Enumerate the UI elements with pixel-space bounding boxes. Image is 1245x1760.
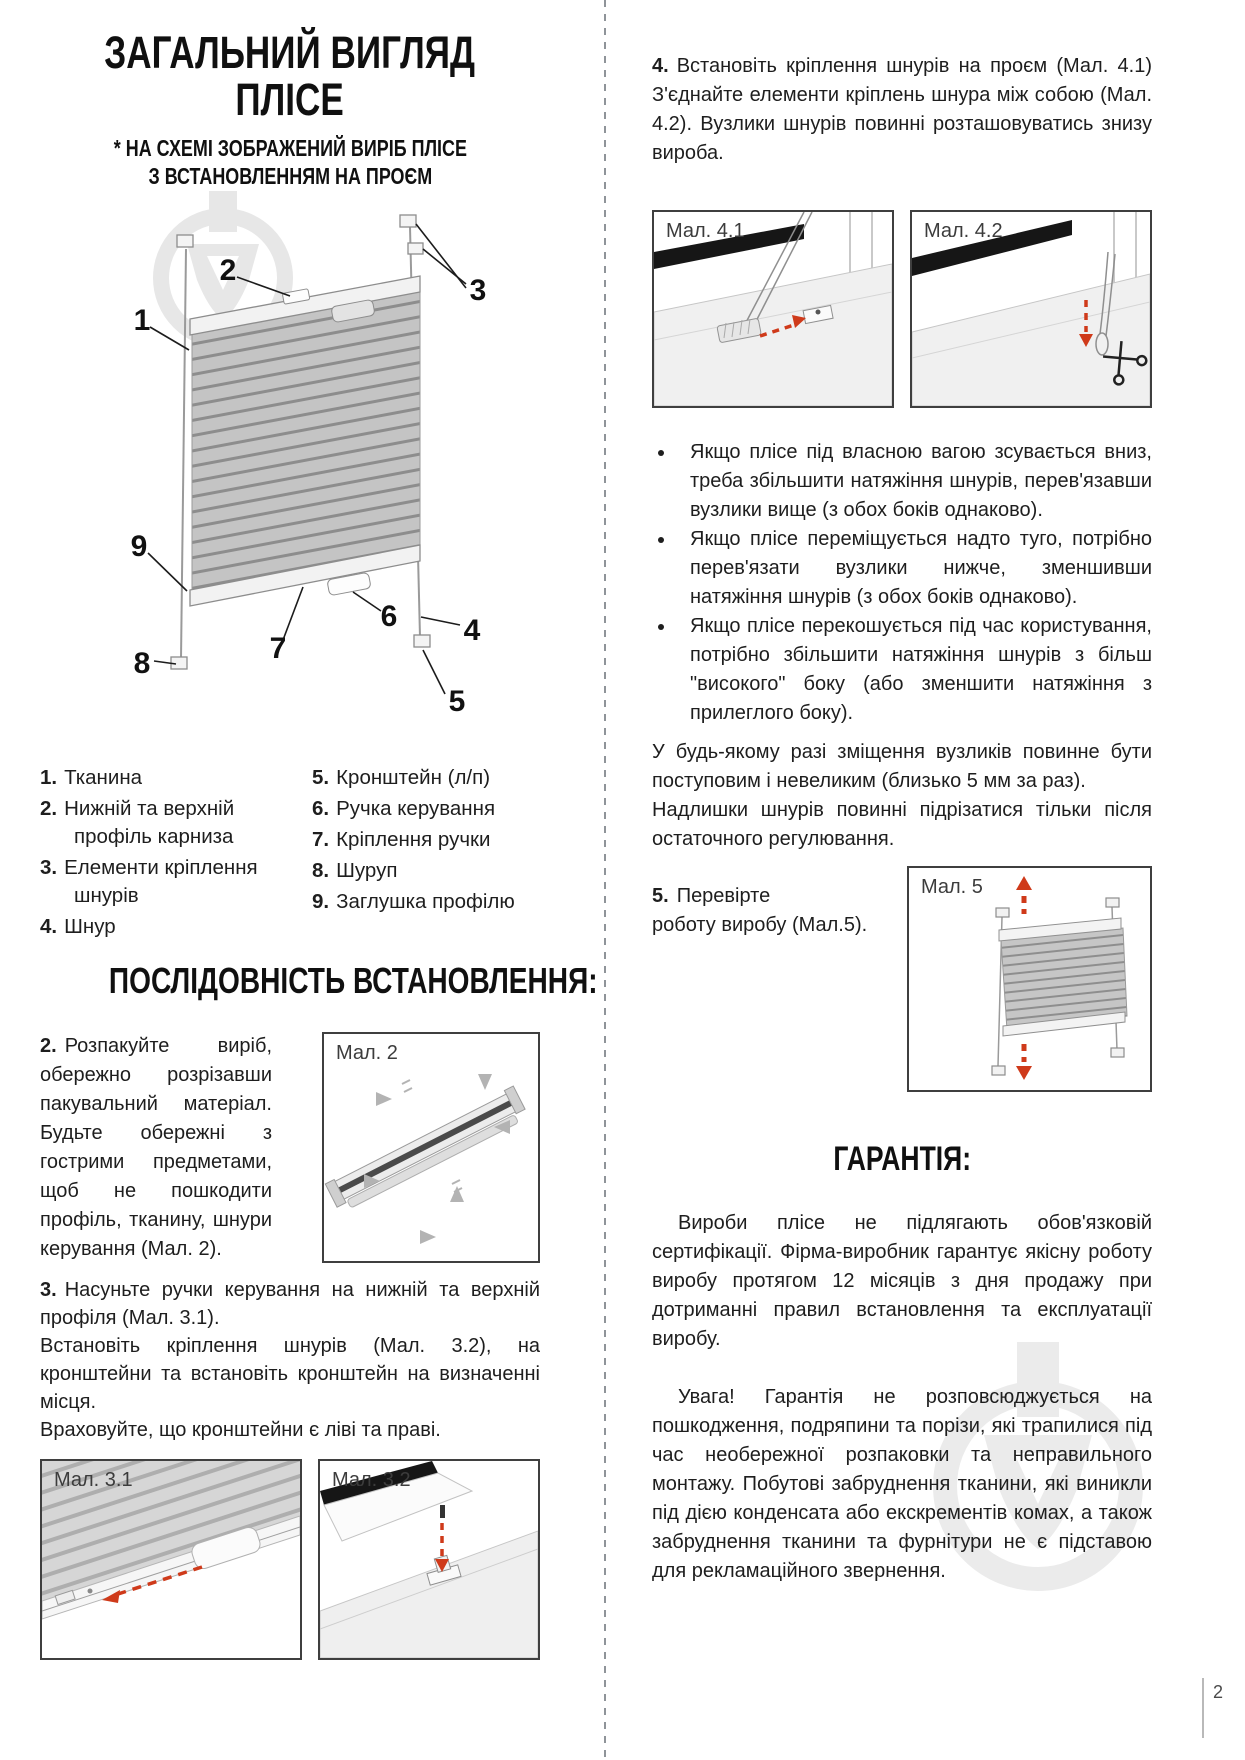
step4-number: 4.: [652, 55, 669, 77]
legend-item-text: Елементи кріплення шнурів: [64, 855, 258, 907]
legend-item-number: 8.: [312, 858, 330, 882]
step5-paragraph: 5. Перевірте роботу виробу (Мал.5).: [652, 885, 868, 936]
warranty-paragraph-2: Увага! Гарантія не розповсюджується на пошкодження, подряпини та порізи, які трапилися під час необережної розпаковки та неправильного монтажу. Побутові забруднення тканини, які виникли під дією конденсата або екскрементів комах, а також забруднення тканини та фурнітури не є підставою для рекламаційного звернення.: [652, 1386, 1152, 1582]
step3-paragraph-2: Встановіть кріплення шнурів (Мал. 3.2), на кронштейни та встановіть кронштейн на визначенні місця.: [40, 1334, 540, 1413]
page-number-value: 2: [1213, 1682, 1224, 1702]
figure-4-1: [652, 210, 894, 408]
blind-overview-diagram: [40, 191, 540, 756]
legend-item: [312, 795, 515, 823]
page-subtitle-line2: З ВСТАНОВЛЕННЯМ НА ПРОЄМ: [148, 163, 432, 190]
legend-item-number: 6.: [312, 796, 330, 820]
legend-item-text: Шнур: [64, 914, 116, 938]
legend-item: [312, 764, 515, 792]
step2-number: 2.: [40, 1034, 57, 1057]
legend-column-2: [312, 764, 515, 944]
warranty-section-title: ГАРАНТІЯ:: [833, 1140, 971, 1178]
legend-item: [312, 826, 515, 854]
screw: [440, 1505, 445, 1518]
page-subtitle: [40, 134, 540, 191]
legend-item-text: Кронштейн (л/п): [336, 765, 491, 789]
legend-item-text: Шуруп: [336, 858, 398, 882]
diagram-label-2: 2: [219, 253, 237, 287]
legend-column-1: [40, 764, 312, 944]
legend-item: [40, 764, 312, 792]
column-divider: [604, 0, 606, 1760]
step3-paragraph-1: 3. Насуньте ручки керування на нижній та верхній профіля (Мал. 3.1).: [40, 1278, 540, 1329]
step2-row: [40, 1032, 540, 1264]
figure-5-label: Мал. 5: [921, 876, 983, 898]
legend-item-number: 4.: [40, 914, 58, 938]
diagram-label-4: 4: [463, 613, 481, 647]
diagram-label-8: 8: [133, 646, 151, 680]
bullet-item: • Якщо плісе під власною вагою зсувається вниз, треба збільшити натяжіння шнурів, перев'язавши вузлики вище (з обох боків однаково).: [676, 438, 1152, 525]
figure-3-1-label: Мал. 3.1: [54, 1468, 133, 1491]
legend-item-text: Ручка керування: [336, 796, 496, 820]
diagram-label-6: 6: [380, 599, 398, 633]
bullet-item: • Якщо плісе перекошується під час користування, потрібно збільшити натяжіння шнурів з більш "високого" боку (або зменшити натяжіння з прилеглого боку).: [676, 612, 1152, 728]
diagram-label-7: 7: [269, 631, 287, 665]
legend-item: [40, 795, 312, 851]
figure-2-illustration: [324, 1034, 538, 1261]
figures-4-row: [652, 210, 1152, 408]
legend-item-number: 1.: [40, 765, 58, 789]
legend-item: [40, 913, 312, 941]
step4-paragraph: 4. Встановіть кріплення шнурів на проєм (Мал. 4.1) З'єднайте елементи кріплень шнура між собою (Мал. 4.2). Вузлики шнурів повинні розташовуватись знизу вироба.: [652, 55, 1152, 164]
figure-3-2-label: Мал. 3.2: [332, 1468, 411, 1491]
legend-item-number: 7.: [312, 827, 330, 851]
diagram-label-3: 3: [469, 273, 487, 307]
page-number: [1202, 1678, 1223, 1738]
note-paragraph-2: Надлишки шнурів повинні підрізатися тільки після остаточного регулювання.: [652, 799, 1152, 850]
blind-diagram-illustration: [40, 191, 540, 756]
left-column: [40, 0, 598, 1660]
legend-item-number: 5.: [312, 765, 330, 789]
adjustment-note: [652, 738, 1152, 854]
bullet-item: • Якщо плісе переміщується надто туго, потрібно перев'язати вузлики нижче, зменшивши натяжіння шнурів (з обох боків однаково).: [676, 525, 1152, 612]
legend-item: [312, 888, 515, 916]
step3-paragraph-3: Враховуйте, що кронштейни є ліві та праві.: [40, 1418, 441, 1441]
figure-4-1-label: Мал. 4.1: [666, 220, 745, 242]
figure-3-2: [318, 1459, 540, 1660]
legend-item-text: Заглушка профілю: [336, 889, 515, 913]
figure-5-illustration: [909, 868, 1150, 1090]
step2-text: Розпакуйте виріб, обережно розрізавши пакувальний матеріал. Будьте обережні з гострими предметами, щоб не пошкодити профіль, тканину, шнури керування (Мал. 2).: [40, 1034, 272, 1260]
figure-2: [322, 1032, 540, 1263]
legend-item-text: Кріплення ручки: [336, 827, 491, 851]
figure-4-2: [910, 210, 1152, 408]
diagram-label-5: 5: [448, 684, 466, 718]
page-title-line1: ЗАГАЛЬНИЙ ВИГЛЯД: [104, 27, 476, 78]
diagram-label-1: 1: [133, 303, 151, 337]
step5-number: 5.: [652, 885, 669, 907]
red-up-arrow: [1016, 876, 1032, 914]
parts-legend: [40, 764, 540, 944]
page-number-rule: [1202, 1678, 1204, 1738]
red-down-arrow: [1016, 1044, 1032, 1080]
legend-item-number: 9.: [312, 889, 330, 913]
page-title-line2: ПЛІСЕ: [235, 73, 345, 125]
legend-item-number: 2.: [40, 796, 58, 820]
step2-paragraph: [40, 1032, 272, 1264]
figure-2-label: Мал. 2: [336, 1041, 398, 1064]
legend-item-text: Нижній та верхній профіль карниза: [64, 796, 235, 848]
pleated-fabric: [192, 291, 420, 596]
adjustment-tips-list: [652, 438, 1152, 728]
legend-item-number: 3.: [40, 855, 58, 879]
figure-3-1: [40, 1459, 302, 1660]
step3-block: [40, 1276, 540, 1444]
step3-number: 3.: [40, 1278, 57, 1301]
page-title: [40, 27, 540, 125]
figures-3-row: [40, 1459, 540, 1660]
diagram-label-9: 9: [130, 529, 148, 563]
warranty-paragraph-1: Вироби плісе не підлягають обов'язковій сертифікації. Фірма-виробник гарантує якісну роботу виробу протягом 12 місяців з дня продажу при дотриманні правил встановлення та експлуатації виробу.: [652, 1212, 1152, 1350]
step5-row: [652, 866, 1152, 1092]
figure-5: [907, 866, 1152, 1092]
page-subtitle-line1: * НА СХЕМІ ЗОБРАЖЕНИЙ ВИРІБ ПЛІСЕ: [113, 134, 467, 161]
legend-item: [312, 857, 515, 885]
right-column: [652, 0, 1152, 1586]
legend-item: [40, 854, 312, 910]
sequence-section-title: ПОСЛІДОВНІСТЬ ВСТАНОВЛЕННЯ:: [108, 959, 598, 1001]
legend-item-text: Тканина: [64, 765, 143, 789]
figure-4-2-label: Мал. 4.2: [924, 220, 1003, 242]
note-paragraph-1: У будь-якому разі зміщення вузликів повинне бути поступовим і невеликим (близько 5 мм за раз).: [652, 741, 1152, 792]
